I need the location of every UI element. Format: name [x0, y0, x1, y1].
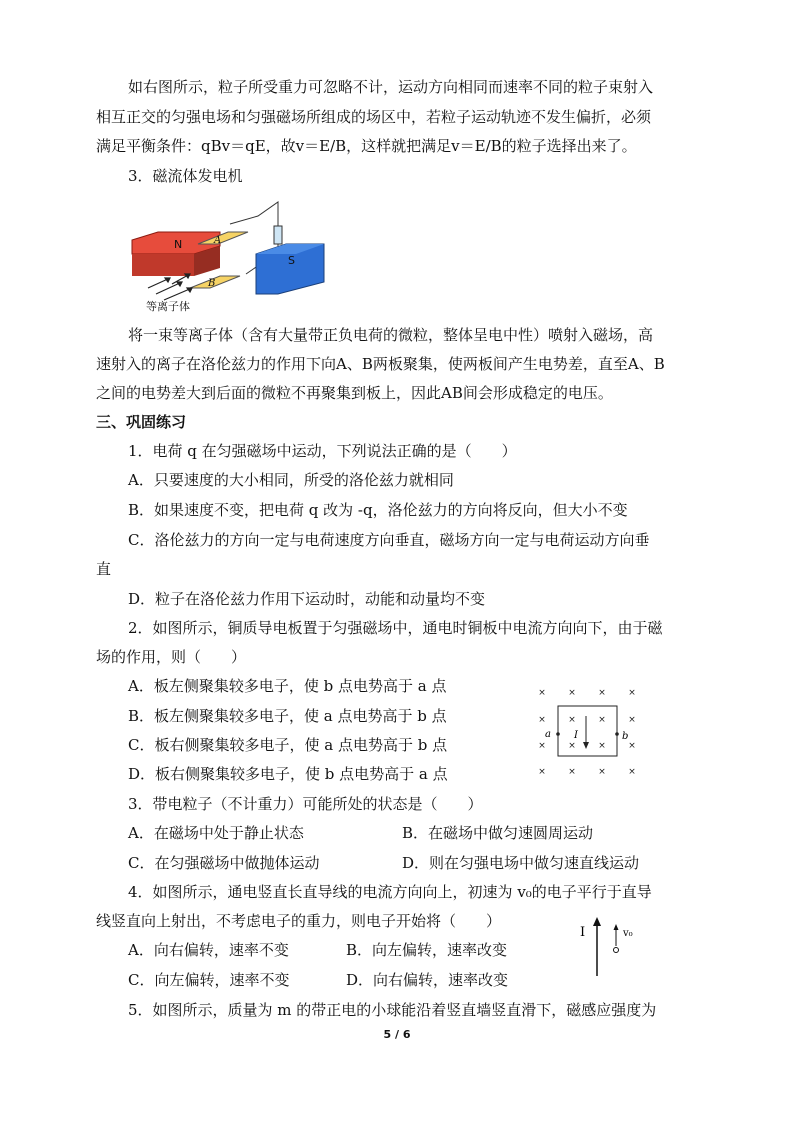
- point-label-b: b: [622, 731, 629, 742]
- copper-plate-figure: [534, 682, 644, 782]
- electron-dot: [614, 948, 619, 953]
- text-line: 速射入的离子在洛伦兹力的作用下向A、B两板聚集，使两板间产生电势差，直至A、B: [96, 355, 665, 373]
- velocity-arrow: [614, 924, 619, 930]
- question-3: 3．带电粒子（不计重力）可能所处的状态是（ ）: [128, 795, 483, 813]
- current-label-i: I: [574, 730, 578, 741]
- question-5: 5．如图所示，质量为 m 的带正电的小球能沿着竖直墙竖直滑下，磁感应强度为: [128, 1001, 657, 1019]
- question-3-option-a: A．在磁场中处于静止状态: [128, 824, 304, 842]
- question-4-cont: 线竖直向上射出，不考虑电子的重力，则电子开始将（ ）: [96, 912, 502, 930]
- magnetic-field-mark: ×: [538, 715, 546, 725]
- question-3-option-d: D．则在匀强电场中做匀速直线运动: [402, 854, 640, 872]
- question-4-option-c: C．向左偏转，速率不变: [128, 971, 290, 989]
- magnet-label-n: N: [174, 238, 183, 251]
- magnetic-field-mark: ×: [568, 767, 576, 777]
- current-wire-figure: [574, 914, 644, 980]
- magnetic-field-mark: ×: [538, 767, 546, 777]
- figure-caption-plasma: 等离子体: [146, 300, 190, 313]
- question-2-cont: 场的作用，则（ ）: [96, 648, 247, 666]
- magnetic-field-mark: ×: [598, 741, 606, 751]
- question-3-option-b: B．在磁场中做匀速圆周运动: [402, 824, 594, 842]
- magnetic-field-mark: ×: [538, 688, 546, 698]
- magnetic-field-mark: ×: [568, 741, 576, 751]
- point-b-dot: [615, 732, 619, 736]
- section-heading-mhd: 3．磁流体发电机: [128, 167, 243, 185]
- text-line: 将一束等离子体（含有大量带正负电荷的微粒，整体呈电中性）喷射入磁场，高: [128, 326, 654, 344]
- magnetic-field-mark: ×: [538, 741, 546, 751]
- question-2: 2．如图所示，铜质导电板置于匀强磁场中，通电时铜板中电流方向向下，由于磁: [128, 619, 663, 637]
- text-line: 如右图所示，粒子所受重力可忽略不计，运动方向相同而速率不同的粒子束射入: [128, 78, 654, 96]
- question-4-option-d: D．向右偏转，速率改变: [346, 971, 509, 989]
- section-heading: 三、巩固练习: [96, 413, 187, 431]
- question-4-option-b: B．向左偏转，速率改变: [346, 941, 508, 959]
- plate-label-a: A: [214, 235, 222, 246]
- plate-label-b: B: [208, 278, 216, 289]
- magnetic-field-mark: ×: [598, 688, 606, 698]
- question-4: 4．如图所示，通电竖直长直导线的电流方向向上，初速为 v₀的电子平行于直导: [128, 883, 652, 901]
- magnetic-field-mark: ×: [628, 767, 636, 777]
- question-4-option-a: A．向右偏转，速率不变: [128, 941, 289, 959]
- question-1-option-d: D．粒子在洛伦兹力作用下运动时，动能和动量均不变: [128, 590, 486, 608]
- magnetic-field-mark: ×: [628, 741, 636, 751]
- question-1-option-c-cont: 直: [96, 560, 112, 578]
- question-1-option-a: A．只要速度的大小相同，所受的洛伦兹力就相同: [128, 471, 454, 489]
- current-arrow: [583, 742, 589, 749]
- wire-current-label: I: [580, 925, 586, 940]
- magnetic-field-mark: ×: [568, 688, 576, 698]
- question-2-option-a: A．板左侧聚集较多电子，使 b 点电势高于 a 点: [128, 677, 447, 695]
- question-2-option-b: B．板左侧聚集较多电子，使 a 点电势高于 b 点: [128, 707, 447, 725]
- text-line: 相互正交的匀强电场和匀强磁场所组成的场区中，若粒子运动轨迹不发生偏折，必须: [96, 108, 652, 126]
- text-line: 满足平衡条件：qBv＝qE，故v＝E/B，这样就把满足v＝E/B的粒子选择出来了。: [96, 137, 637, 155]
- velocity-label: v₀: [623, 928, 633, 939]
- magnetic-field-mark: ×: [568, 715, 576, 725]
- question-3-option-c: C．在匀强磁场中做抛体运动: [128, 854, 320, 872]
- magnetic-field-mark: ×: [598, 767, 606, 777]
- question-1-option-c: C．洛伦兹力的方向一定与电荷速度方向垂直，磁场方向一定与电荷运动方向垂: [128, 531, 650, 549]
- question-2-option-c: C．板右侧聚集较多电子，使 a 点电势高于 b 点: [128, 736, 448, 754]
- plasma-arrows: [148, 274, 192, 300]
- magnetic-field-mark: ×: [628, 688, 636, 698]
- text-line: 之间的电势差大到后面的微粒不再聚集到板上，因此AB间会形成稳定的电压。: [96, 384, 613, 402]
- mhd-generator-figure: [128, 192, 330, 316]
- point-a-dot: [556, 732, 560, 736]
- question-1: 1．电荷 q 在匀强磁场中运动，下列说法正确的是（ ）: [128, 442, 517, 460]
- wire-arrow-up: [593, 917, 601, 926]
- magnetic-field-mark: ×: [628, 715, 636, 725]
- magnetic-field-mark: ×: [598, 715, 606, 725]
- question-1-option-b: B．如果速度不变，把电荷 q 改为 -q，洛伦兹力的方向将反向，但大小不变: [128, 501, 628, 519]
- page-number: 5 / 6: [383, 1028, 411, 1041]
- question-2-option-d: D．板右侧聚集较多电子，使 b 点电势高于 a 点: [128, 765, 448, 783]
- magnet-label-s: S: [288, 254, 295, 267]
- point-label-a: a: [545, 729, 551, 740]
